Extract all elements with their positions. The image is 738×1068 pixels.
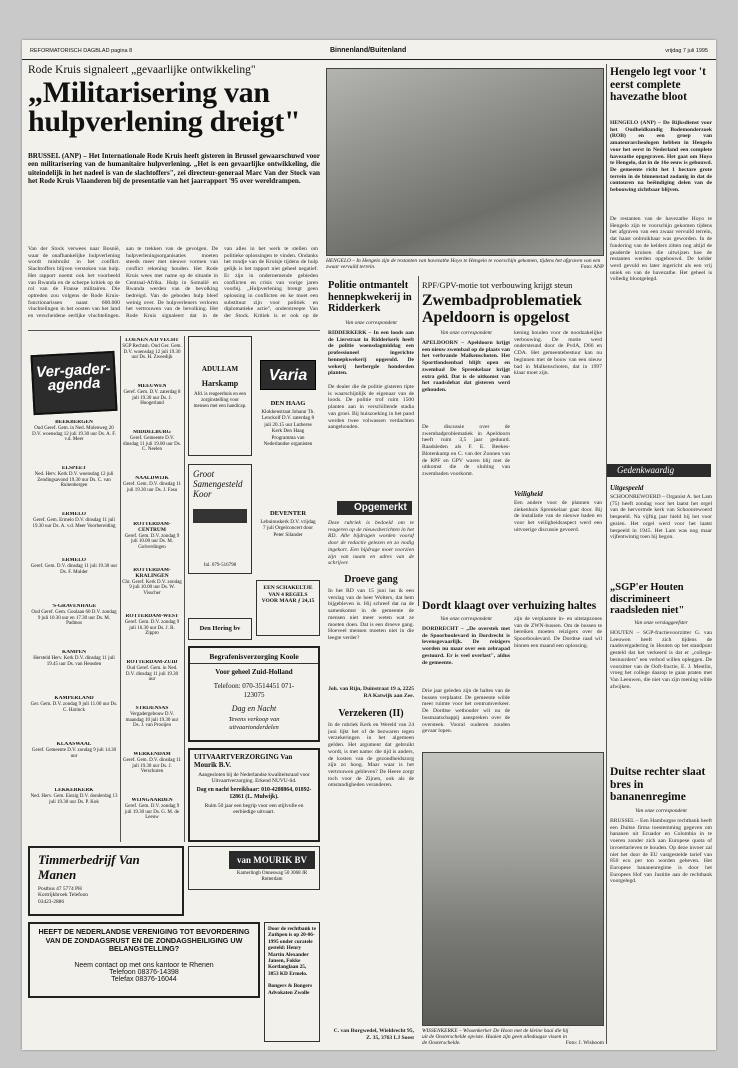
church-listing-place: ROTTERDAM-ZUID <box>126 660 178 665</box>
archaeology-credit: Foto: ANP <box>580 264 604 270</box>
church-listing-details: Hersteld Herv. Kerk D.V. dinsdag 11 juli 19.45 uur Ds. van Heusden <box>33 655 115 667</box>
church-listing <box>30 604 118 648</box>
main-col-1: Van der Stock verwees naar Bosnië, waar de onafhankelijke hulpverlening wordt misbruikt in het conflict. Slachtoffers blijven verstoken van hulp. Het rapport noemt ook het voorbeeld van Rwanda en de scherpe kritiek op de rol van de Franse militairen. Die optreden zou volgens de Rode Kruis-functionarissen naast 600.000 vluchtelingen in het oosten van het land en verscheidene eerlijke vluchtelingen. <box>28 246 120 318</box>
koor-text: Inl. 079-516798 <box>203 563 237 568</box>
adullam-ad <box>188 336 252 456</box>
politie-title: Politie ontmantelt hennepkwekerij in Ridderkerk <box>328 280 412 314</box>
church-listing-details: Geref. Gem. D.V. dinsdag 11 juli 19.30 uur Ds. F. Mulder <box>30 563 118 575</box>
church-listing-place: KAMPEN <box>62 650 86 655</box>
varia-logo: Varia <box>260 360 316 390</box>
hering-text: Den Hering bv <box>199 625 241 632</box>
church-listing-details: Geref. Gem. D.V. zaterdag 8 juli 19.30 uur Ds. J. Hoogerland <box>123 389 181 407</box>
church-listing <box>122 706 182 750</box>
archaeology-caption: HENGELO – In Hengelo zijn de restanten van havezathe Hoyo te Hengelo te voorschijn gekomen, tijdens het afgraven van een zwaar vervuild terrein. <box>326 258 601 271</box>
header-left: REFORMATORISCH DAGBLAD pagina 8 <box>30 48 133 54</box>
church-listing-details: Chr. Geref. Kerk D.V. zondag 9 juli 10.00 uur Ds. W. Visscher <box>122 579 182 597</box>
verzekeren-sign: C. van Burgwedel, Wieldrecht 95, Z. 35, 3763 LJ Soest <box>333 1028 414 1041</box>
uitvaart-title: UITVAARTVERZORGING Van Mourik B.V. <box>194 753 293 769</box>
koor-title: Groot Samengesteld Koor <box>193 469 243 499</box>
uitvaart-phone: Dag en nacht bereikbaar: 010-4208864, 01892-12861 (L. Mulwijk). <box>196 786 312 800</box>
mourik-addr: Kamerlingh Onneswag 50 3068 JR Rotterdam <box>236 871 308 882</box>
main-headline: „Militarisering van hulpverlening dreigt" <box>28 76 301 138</box>
timmerbedrijf-addr: Postbus 47 5774 PH Kortrijkbroek Telefoon 03423-2886 <box>38 886 88 905</box>
church-listing-place: ROTTERDAM-KRALINGEN <box>133 568 171 579</box>
duitse-body: BRUSSEL – Een Hamburgse rechtbank heeft een Duitse firma toestemming gegeven om bananen uit Ecuador en Colombia in te voeren zonder zich aan Europese quota of invoertarieven te houden. Op deze invoer zal niet het door de EU vastgestelde tarief van 850 ecu per ton worden geheven. Het Europese bananenregime is door het Europees Hof van Justitie aan de rechtbank voorgelegd. <box>610 818 712 885</box>
church-listing <box>122 568 182 612</box>
hengelo-lead: HENGELO (ANP) – De Rijksdienst voor het Oudheidkundig Bodemonderzoek (ROB) en een groep van amateurarcheologen hebben in Hengelo voor het eerst in Nederland een complete havezathe opgegraven. Het gaat om Hoyo te Hengelo, dat in de 16e eeuw is gebouwd. De gemeente richt het 1 hectare grote terrein in de binnenstad zodanig in dat de contouren na beëindiging delen van de bebouwing zichtbaar blijven. <box>610 120 712 194</box>
church-listing <box>122 338 182 382</box>
church-listing-place: MEEUWEN <box>137 384 167 389</box>
deventer-text: Lebuinuskerk D.V. vrijdag 7 juli Orgelconcert door Peter Silander <box>260 519 316 538</box>
church-listing-details: Oud Geref. Gem. Goolaan 60 D.V. zondag 9 juli 10.30 uur en 17.30 uur Ds. M. Padmos <box>31 609 117 627</box>
mourik-logo-ad <box>188 846 320 890</box>
church-listing <box>30 742 118 786</box>
dordt-body: Drie jaar geleden zijn de haltes van de bussen verplaatst. De gemeente wilde meer ruimte voor het centrumverkeer. De Dordtse wethouder wil nu de busmaatschappij aanspreken over de oversteek. Vooral ouderen zouden gevaar lopen. <box>422 688 510 735</box>
curatele-text: Door de rechtbank te Zuthpen is op 20-06-1995 onder curatele gesteld: Henry Martin Alexander Jansen, Fokke Kortlanglaan 25, 3853 KD Ermelo. <box>268 926 316 977</box>
church-listing-place: WIJNGAARDEN <box>131 798 173 803</box>
adullam-place: Harskamp <box>201 379 239 388</box>
church-listing-place: MIDDELBURG <box>133 430 171 435</box>
newspaper-page <box>22 40 716 1050</box>
church-listing <box>122 660 182 704</box>
rpf-title: Zwembadproblematiek Apeldoorn is opgelost <box>422 292 582 326</box>
adullam-text: Afd. is reageerhuis en een zorginstelling voor mensen met een handicap. <box>193 392 247 409</box>
church-listing-details: Oud Geref. Gem. in Ned. D.V. dinsdag 11 juli 19.30 uur <box>125 665 179 683</box>
vergader-agenda-logo: Ver-gader-agenda <box>30 351 117 415</box>
divider <box>184 336 185 842</box>
church-listing <box>30 466 118 510</box>
dordt-body-2: zijn de verplaatste in- en uitstapzones van de ZWN-bussen. Om de bussen te bereiken moeten reizigers over de Spoorboulevard. De Dordtse raad wil binnen een maand een oplossing. <box>514 616 602 649</box>
mourik-logo: van MOURIK BV <box>229 851 315 869</box>
denhaag-ad <box>256 396 320 506</box>
church-listing <box>122 476 182 520</box>
curatele-sign: Bongers & Bongers Advokaten Zwolle <box>268 983 313 996</box>
church-listing-details: Geref. Gem. D.V. zondag 9 juli 16.30 uur Ds. J. B. Zippro <box>124 619 180 637</box>
divider <box>418 276 419 606</box>
church-listing-place: LEKKERKERK <box>54 788 94 793</box>
church-listing-details: Geref. Gem. Ermelo D.V. dinsdag 11 juli 19.30 uur Ds. A. v.d. Meer Voorbereiding <box>32 517 116 529</box>
church-listing-place: BEEKBERGEN <box>55 420 93 425</box>
shark-caption: WISSENKERKE – Wissenkerker De Hoon met de kleine haai die hij uit de Oosterschelde opviste. Haaien zijn geen alledaagse vissen in de Oosterschelde. <box>422 1028 569 1047</box>
church-listing-place: KLAASWAAL <box>56 742 92 747</box>
politie-lead: RIDDERKERK – In een loods aan de Lierstraat in Ridderkerk heeft de politie woensdagmiddag een professioneel ingerichte hennepkwekerij opgerold. De wekerij herbergde honderden planten. <box>328 330 414 377</box>
begrafenis-sub: Voor geheel Zuid-Holland <box>215 668 293 676</box>
church-listing-place: WERKENDAM <box>133 752 171 757</box>
main-col-2: aan te trekken van de gevolgen. De hulpverleningsorganisaties moeten steeds meer met nieuwe vormen van conflict rekening houden. Het Rode Kruis wees met name op de situatie in Centraal-Afrika. Hulp in Somalië en Rwanda werden van de bevolking bedreigd. Van de geboden hulp bleef weinig over. De hulpverleners verloren het vertrouwen van de bevolking. Het Rode Kruis signaleert dat in de <box>126 246 218 318</box>
church-listing <box>30 650 118 694</box>
church-listing-place: KAMPERLAND <box>54 696 94 701</box>
begrafenis-day: Dag en Nacht <box>231 704 277 713</box>
page-header <box>22 46 716 60</box>
duitse-byline: Van onze correspondent <box>635 808 687 814</box>
zondagsrust-fax: Telefax 08376-16044 <box>111 975 177 983</box>
verzekeren-title: Verzekeren (II) <box>338 708 404 719</box>
church-listing-details: Geref. Gemeente D.V. dinsdag 11 juli 19.00 uur Ds. C. Neelen <box>122 435 181 453</box>
begrafenis-ad <box>188 646 320 742</box>
archaeology-photo <box>326 68 604 256</box>
church-listing-details: SGP Rechtsh. Oud Ger. Gem. D.V. woensdag 12 juli 19.30 uur Ds. H. Zweedijk <box>122 343 182 361</box>
rpf-lead: APELDOORN – Apeldoorn krijgt een nieuw zwembad op de plaats van het verbrande Malkenschoten. Het Sportfondsenbad blijft open en zwembad De Sprenkelaar krijgt extra geld. Dat is de uitkomst van het raadsdebat dat gisteren werd gehouden. <box>422 340 510 393</box>
timmerbedrijf-title: Timmerbedrijf Van Manen <box>38 852 140 882</box>
denhaag-title: DEN HAAG <box>270 400 306 407</box>
begrafenis-slogan: Tevens verkoop van uitvaartonderdelen <box>228 716 280 731</box>
divider <box>606 64 607 1044</box>
uitvaart-ad <box>188 748 320 842</box>
church-listing <box>122 614 182 658</box>
gedenk-subtitle: Uitgespeeld <box>610 484 644 492</box>
politie-body: De dealer die de politie gisteren tipte is waarschijnlijk de eigenaar van de loods. De politie trof ruim 1500 planten aan in verschillende stadia van groei. Bij huiszoeking in het pand werden twee volwassen verdachten aangehouden. <box>328 384 414 431</box>
zondagsrust-sub: Neem contact op met ons kantoor te Rhenen <box>74 961 214 969</box>
rpf-byline: Van onze correspondent <box>440 330 492 336</box>
deventer-ad <box>256 510 320 570</box>
rpf-veiligheid-title: Veiligheid <box>514 490 543 498</box>
church-listing-details: Ger. Gem. D.V. zondag 9 juli 11.00 uur Ds. C. Harinck <box>30 701 118 713</box>
koor-ad <box>188 464 252 574</box>
divider <box>28 330 320 331</box>
schakeltje-text: EEN SCHAKELTJE VAN 4 REGELS VOOR MAAR ƒ 24,15 <box>261 585 315 604</box>
begrafenis-title: Begrafenisverzorging Koole <box>190 652 318 664</box>
opgemerkt-body: Deze rubriek is bedoeld om te reageren op de nieuwsberichten in het RD. Alle bijdragen worden vooraf door de redactie gelezen en zo nodig ingekort. Een bijdrage moet voorzien zijn van naam en adres van de schrijver. <box>328 520 414 567</box>
zondagsrust-ad <box>28 922 260 998</box>
hengelo-title: Hengelo legt voor 't eerst complete havezathe bloot <box>610 66 706 103</box>
rpf-body-2: kening houden voor de noodzakelijke verbouwing. De motie werd ondersteund door de PvdA, D66 en CDA. Het gemeentebestuur kan nu beginnen met de bouw van een nieuw bad in Malkenschoten, dat in 1997 klaar moet zijn. <box>514 330 602 377</box>
sgp-byline: Van onze verslaggeefster <box>634 620 688 626</box>
sgp-title: „SGP'er Houten discrimineert raadsleden niet" <box>610 582 685 616</box>
shark-photo <box>422 752 604 1026</box>
church-listing-details: Geref. Gem. D.V. zondag 9 juli 19.30 uur Ds. G. M. de Leeuw <box>124 803 180 821</box>
main-col-3: van alles in het werk te stellen om politieke oplossingen te vinden. Ondanks het rondje van de Kruisje tijdens de hulp gelijk is het rapport niet geheel negatief. Er zijn in ondernemende gebieden conflicten en crisis van vorige jaren voorbij. „Hulpverlening brengt geen oplossing in conflicten en ke moet een substituut zijn voor politiek en diplomatieke actie", onderstreepte Van der Stock. Kritiek is er ook op de <box>224 246 318 318</box>
begrafenis-tel: Telefoon: 070-3514451 071-123075 <box>213 682 295 699</box>
hengelo-body: De restanten van de havezathe Hoyo te Hengelo zijn te voorschijn gekomen tijdens het afgraven van een zwaar vervuild terrein, dat haast onbruikbaar was geworden. In de fundering van de kelders zitten nog altijd de geaderde kruisen die uitwijzen hoe de restanten werden opgebouwd. De kelder werd gevuld en later ingericht als een vrij uniek en van de havezathe. Het geheel is volledig blootgelegd. <box>610 216 712 283</box>
rpf-kicker: RPF/GPV-motie tot verbouwing krijgt steun <box>422 280 573 290</box>
church-listing-place: ERMELO <box>62 512 86 517</box>
church-listing-details: Geref. Gem. D.V. dinsdag 11 juli 19.30 uur Ds. J. Verschuren <box>122 757 182 775</box>
duitse-title: Duitse rechter slaat bres in bananenregime <box>610 766 706 803</box>
church-listing <box>122 430 182 474</box>
dordt-lead: DORDRECHT – „De overstek met de Spoorboulevard in Dordrecht is levensgevaarlijk. De reizigers worden nu maar over een zebrapad gestuurd. Er is veel overlast", aldus de gemeente. <box>422 626 510 666</box>
church-listing <box>30 558 118 602</box>
verzekeren-body: In de rubriek Kerk en Wereld van 24 juni lijkt het of de bezwaren tegen verzekeringen in het algemeen gelden. Het argument dat gebruikt wordt, is met name: die tijd is anders, de kosten van de gezondheidszorg zijn zo hoog. Maar waar is het vertrouwen gebleven? De Heere zorgt toch voor de Zijnen, ook als de omstandigheden veranderen. <box>328 722 414 789</box>
uitvaart-text: Aangesloten bij de Nederlandse kwaliteitsraad voor Uitvaartverzorging. Erkend NUVU-lid. <box>198 772 310 785</box>
church-listing-details: Oud Geref. Gem. in Ned. Molenweg 20 D.V. woensdag 12 juli 19.30 uur Ds. A. F. v.d. Meer <box>32 425 116 443</box>
church-listing <box>30 420 118 464</box>
church-listing-place: ROTTERDAM-CENTRUM <box>133 522 171 533</box>
koor-banner <box>193 509 247 523</box>
denhaag-text: Klokkenstraat Johann Th. Lenckolf D.V. zaterdag 8 juli 20.15 uur Lutherse Kerk Den Haag Programma van Nederlandse organisten <box>261 409 315 448</box>
church-listing-details: Geref. Gem. D.V. zondag 9 juli 10.00 uur Ds. M. Golverdingen <box>124 533 180 551</box>
church-listing <box>30 696 118 740</box>
church-listing-place: NAALDWIJK <box>135 476 169 481</box>
gedenk-body: SCHOONREWOERD – Organist A. het Lam (75) heeft zondag voor het laatst het orgel van de hervormde kerk van Schoonrewoerd bespeeld. Na vijftig jaar hield hij het voor gezien. Het orgel werd voor het laatst bespeeld in 1945. Het Lam was nog maar vijfentwintig toen hij begon. <box>610 494 712 541</box>
church-listing <box>30 512 118 556</box>
uitvaart-extra: Ruim 50 jaar een begrip voor een stijlvolle en eerbiedige uitvaart. <box>204 802 304 816</box>
divider <box>120 336 121 842</box>
church-listing-place: ERMELO <box>62 558 86 563</box>
deventer-title: DEVENTER <box>269 510 307 517</box>
church-listing-details: Ned. Herv. Kerk D.V. woensdag 12 juli Zendingsavond 19.30 uur Ds. C. van Ruitenbergen <box>34 471 114 489</box>
church-listing-place: LOENEN A/D VECHT <box>125 338 179 343</box>
church-listing <box>122 752 182 796</box>
gedenkwaardig-label: Gedenkwaardig <box>607 464 711 477</box>
rpf-body-1: De discussie over de zwembadproblematiek in Apeldoorn heeft ruim 3,5 jaar geduurd. Raadsleden als F. E. Beekes-Blotenkamp en C. van der Zonnen van de RPF en GPV waren blij met de uitkomst die de sluiting van zwembaden voorkomt. <box>422 424 510 477</box>
church-listing <box>30 788 118 832</box>
church-listing-details: Geref. Gem. D.V. dinsdag 11 juli 19.30 uur Ds. J. Fasu <box>122 481 182 493</box>
main-kicker: Rode Kruis signaleert „gevaarlijke ontwikkeling" <box>28 64 256 76</box>
shark-credit: Foto: J. Wisboom <box>565 1040 604 1046</box>
church-listing-place: ROTTERDAM-WEST <box>125 614 179 619</box>
opgemerkt-label: Opgemerkt <box>337 501 412 515</box>
schakeltje-ad <box>256 580 320 636</box>
church-listing-place: ELSPEET <box>61 466 87 471</box>
church-listing <box>122 522 182 566</box>
header-date: vrijdag 7 juli 1995 <box>665 48 708 54</box>
droevegang-title: Droeve gang <box>344 574 398 585</box>
sgp-body: HOUTEN – SGP-fractievoorzitter G. van Leeuwen heeft zich tijdens de raadsvergadering in Houten op het standpunt gesteld dat het verkeerd is dat er „collega-bestuurders" een verbod willen opleggen. De voorzitter van de Ooft-fractie, E. J. Mestlin, vroeg het college daarop te gaan praten met Van Leeuwen, die niet van zijn mening wilde afwijken. <box>610 630 712 690</box>
church-listing-place: STRIJENSAS <box>135 706 169 711</box>
main-lead: BRUSSEL (ANP) – Het Internationale Rode Kruis heeft gisteren in Brussel gewaarschuwd voor een militarisering van de humanitaire hulpverlening. „Het is een gevaarlijke ontwikkeling, die uiteindelijk in het nadeel is van de slachtoffers", zei directeur-generaal Marc Van der Stock van het Rode Kruis Vlaanderen bij de presentatie van het jaarrapport '95 over wereldrampen. <box>28 152 320 185</box>
droevegang-sign: Joh. van Rijn, Duinstraat 19 a, 2225 RA Katwijk aan Zee. <box>328 686 414 699</box>
timmerbedrijf-ad <box>28 846 184 916</box>
rpf-body-3: Een andere voor de plannen van ziekenhuis Sprenkelaar gaat door. Bij de installatie van de nieuwe baden en voor het veiligheidsaspect werd een uitvoerige discussie gevoerd. <box>514 500 602 533</box>
hering-ad <box>188 618 252 640</box>
dordt-byline: Van onze correspondent <box>440 616 492 622</box>
church-listing-place: 'S-GRAVENHAGE <box>51 604 97 609</box>
droevegang-body: In het RD van 15 juni las ik een verslag van de heer Wolters, dat hem bijgebleven is. Hij schreef dat na de samenkomst in de gemeente de mensen niet meer weten wat ze moeten doen. Dat is een droeve gang. Hoeveel mensen moeten niet in die leegte verder? <box>328 588 414 641</box>
zondagsrust-tel: Telefoon 08376-14398 <box>109 968 179 976</box>
adullam-logo: ADULLAM <box>201 365 239 373</box>
curatele-ad <box>264 922 320 1042</box>
dordt-title: Dordt klaagt over verhuizing haltes <box>422 600 597 612</box>
church-listing-details: Vergadergebouw D.V. maandag 10 juli 19.30 uur Ds. J. van Prooijen <box>125 711 179 729</box>
church-listing <box>122 384 182 428</box>
church-listing-details: Ned. Herv. Gem. Eiezig D.V. donderdag 13 juli 19.30 uur Ds. P. Kok <box>30 793 118 805</box>
politie-byline: Van onze correspondent <box>345 320 397 326</box>
church-listing <box>122 798 182 842</box>
zondagsrust-title: HEEFT DE NEDERLANDSE VERENIGING TOT BEVORDERING VAN DE ZONDAGSRUST EN DE ZONDAGSHEILIGING UW BELANGSTELLING? <box>38 927 250 954</box>
church-listing-details: Geref. Gemeente D.V. zondag 9 juli 14.30 uur <box>31 747 117 759</box>
header-section: Binnenland/Buitenland <box>330 47 407 54</box>
